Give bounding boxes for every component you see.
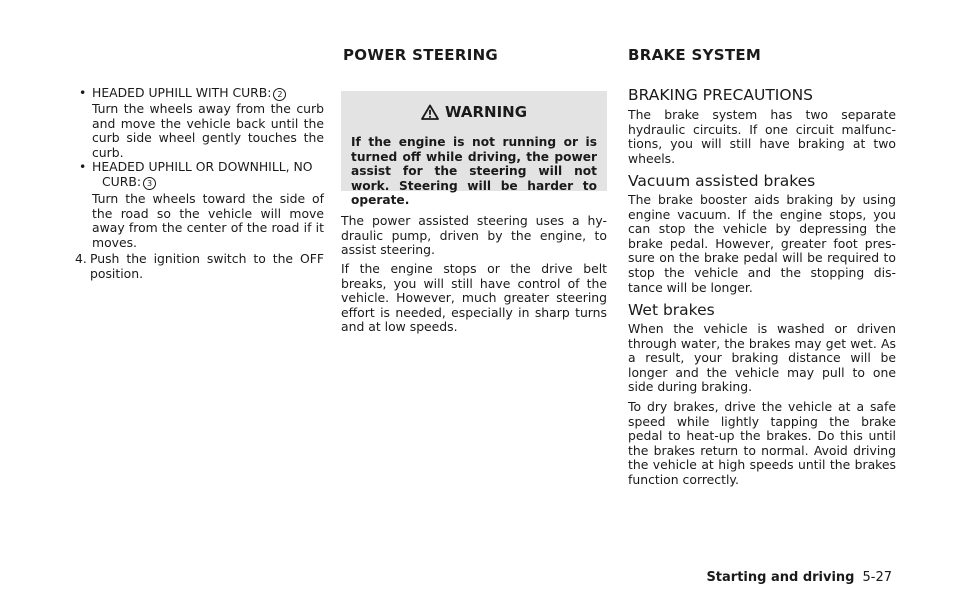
step-number: 4. <box>75 251 87 266</box>
bullet-heading-line1: HEADED UPHILL OR DOWNHILL, NO <box>92 159 313 174</box>
step-4 <box>75 252 324 281</box>
bullet-heading-text: HEADED UPHILL WITH CURB: <box>92 85 272 100</box>
bullet-heading <box>75 160 324 190</box>
bullet-uphill-with-curb <box>75 86 324 101</box>
bullet-heading-line2: CURB: <box>102 173 142 189</box>
warning-triangle-icon <box>421 104 439 120</box>
braking-precautions-text: The brake system has two separate hydraulic circuits. If one circuit malfunc-tions, you will still have braking at two wheels. <box>628 107 896 166</box>
warning-box <box>341 91 607 207</box>
circled-number-icon: 2 <box>273 88 286 101</box>
bullet-uphill-downhill-no-curb <box>75 160 324 190</box>
bullet-dot-icon: • <box>79 85 87 100</box>
power-steering-para-2: If the engine stops or the drive belt breaks, you will still have control of the vehicle. However, much greater steering effort is needed, especially in sharp turns and at low speeds. <box>341 261 607 335</box>
section-title-brake-system: BRAKE SYSTEM <box>628 46 762 64</box>
bullet-dot-icon: • <box>79 159 87 174</box>
warning-text: If the engine is not running or is turned off while driving, the power assist for the steering will not work. Steering will be harder to operate. <box>351 135 597 207</box>
power-steering-para-1: The power assisted steering uses a hy-draulic pump, driven by the engine, to assist steering. <box>341 213 607 258</box>
bullet-no-curb-text: Turn the wheels toward the side of the road so the vehicle will move away from the center of the road if it moves. <box>92 191 324 250</box>
page-footer <box>706 570 892 585</box>
circled-number-icon: 3 <box>143 177 156 190</box>
wet-brakes-text-1: When the vehicle is washed or driven through water, the brakes may get wet. As a result, your braking distance will be longer and the vehicle may pull to one side during braking. <box>628 321 896 395</box>
footer-page-number: 5-27 <box>862 570 892 585</box>
heading-wet-brakes: Wet brakes <box>628 301 715 319</box>
bullet-uphill-with-curb-text: Turn the wheels away from the curb and move the vehicle back until the curb side wheel gently touches the curb. <box>92 101 324 160</box>
bullet-heading <box>75 86 324 101</box>
vacuum-assisted-brakes-text: The brake booster aids braking by using engine vacuum. If the engine stops, you can stop the vehicle by depressing the brake pedal. However, greater foot pres-sure on the brake pedal will be required to stop the vehicle and the stopping dis-tance will be longer. <box>628 192 896 295</box>
warning-label: WARNING <box>444 103 528 121</box>
warning-header <box>341 103 607 121</box>
footer-chapter: Starting and driving <box>706 570 855 585</box>
heading-vacuum-assisted-brakes: Vacuum assisted brakes <box>628 172 816 190</box>
section-title-power-steering: POWER STEERING <box>343 46 499 64</box>
step-text: Push the ignition switch to the OFF position. <box>90 251 324 281</box>
heading-braking-precautions: BRAKING PRECAUTIONS <box>628 86 814 104</box>
wet-brakes-text-2: To dry brakes, drive the vehicle at a safe speed while lightly tapping the brake pedal to heat-up the brakes. Do this until the brakes return to normal. Avoid driving the vehicle at high speeds until the brakes function correctly. <box>628 399 896 487</box>
